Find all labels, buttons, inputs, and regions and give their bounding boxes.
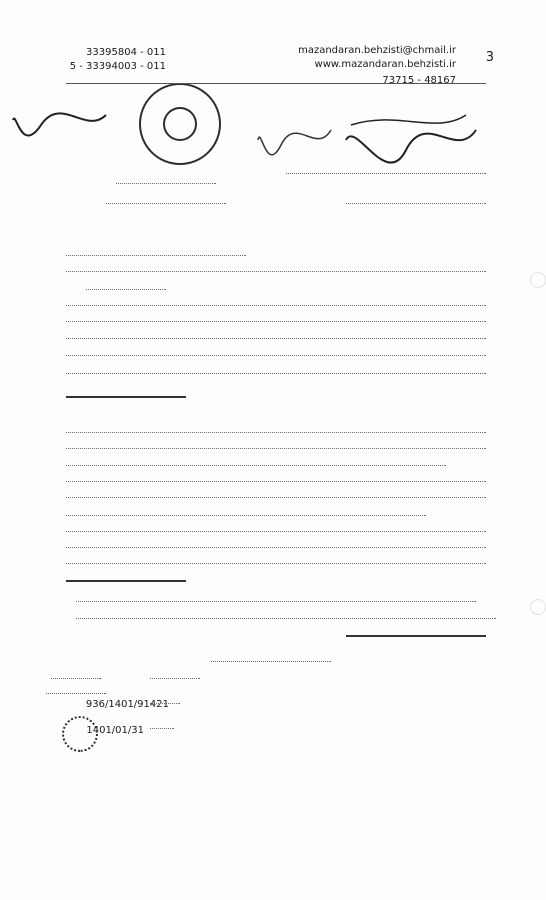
- handwritten-signature-3: [11, 90, 111, 140]
- postal-code: 48167 - 73715: [382, 75, 456, 86]
- body-line: [66, 497, 486, 504]
- body-line: [86, 289, 166, 296]
- body-line: [66, 563, 486, 570]
- header-rule: [66, 83, 486, 90]
- page-number: 3: [485, 50, 494, 65]
- signatory-title-left: [346, 203, 486, 210]
- official-round-seal: [139, 83, 221, 165]
- letter-date: 1401/01/31: [86, 725, 144, 736]
- body-line: [66, 373, 486, 380]
- closing-line: [211, 661, 331, 668]
- body-line: [76, 601, 476, 608]
- handwritten-signature-2: [256, 110, 336, 160]
- punch-hole: [530, 599, 546, 615]
- section-11-heading: [66, 580, 186, 588]
- section-heading: [66, 396, 186, 404]
- logo-caption-2: [51, 678, 101, 685]
- punch-hole: [530, 272, 546, 288]
- body-line: [66, 338, 486, 345]
- signatory-name-left: [286, 173, 486, 180]
- body-line: [66, 465, 446, 472]
- signatory-name-right: [116, 183, 216, 190]
- body-line: [66, 531, 486, 538]
- body-line: [66, 321, 486, 328]
- signatory-title-right: [106, 203, 226, 210]
- handwritten-signature: [336, 100, 486, 170]
- body-line: [66, 432, 486, 439]
- body-line: [66, 355, 486, 362]
- section-10-heading: [346, 635, 486, 643]
- body-line: [66, 448, 486, 455]
- reference-number: 936/1401/91421: [86, 699, 170, 710]
- body-line: [76, 618, 496, 625]
- body-line: [66, 271, 486, 278]
- body-line: [66, 481, 486, 488]
- body-line: [66, 547, 486, 554]
- date-label-scribble: [150, 728, 174, 735]
- body-line: [66, 515, 426, 522]
- email-address: mazandaran.behzisti@chmail.ir: [298, 45, 456, 56]
- attachment-label-scribble: [150, 678, 200, 685]
- body-line: [66, 255, 246, 262]
- seal-emblem: [163, 107, 197, 141]
- body-line: [66, 305, 486, 312]
- website: www.mazandaran.behzisti.ir: [314, 59, 456, 70]
- fax-number: 011 - 33395804: [86, 47, 166, 58]
- behzisti-logo-emblem: [62, 716, 98, 752]
- number-label-scribble: [150, 703, 180, 710]
- phone-number: 011 - 33394003 - 5: [69, 61, 166, 72]
- logo-caption: [46, 693, 106, 700]
